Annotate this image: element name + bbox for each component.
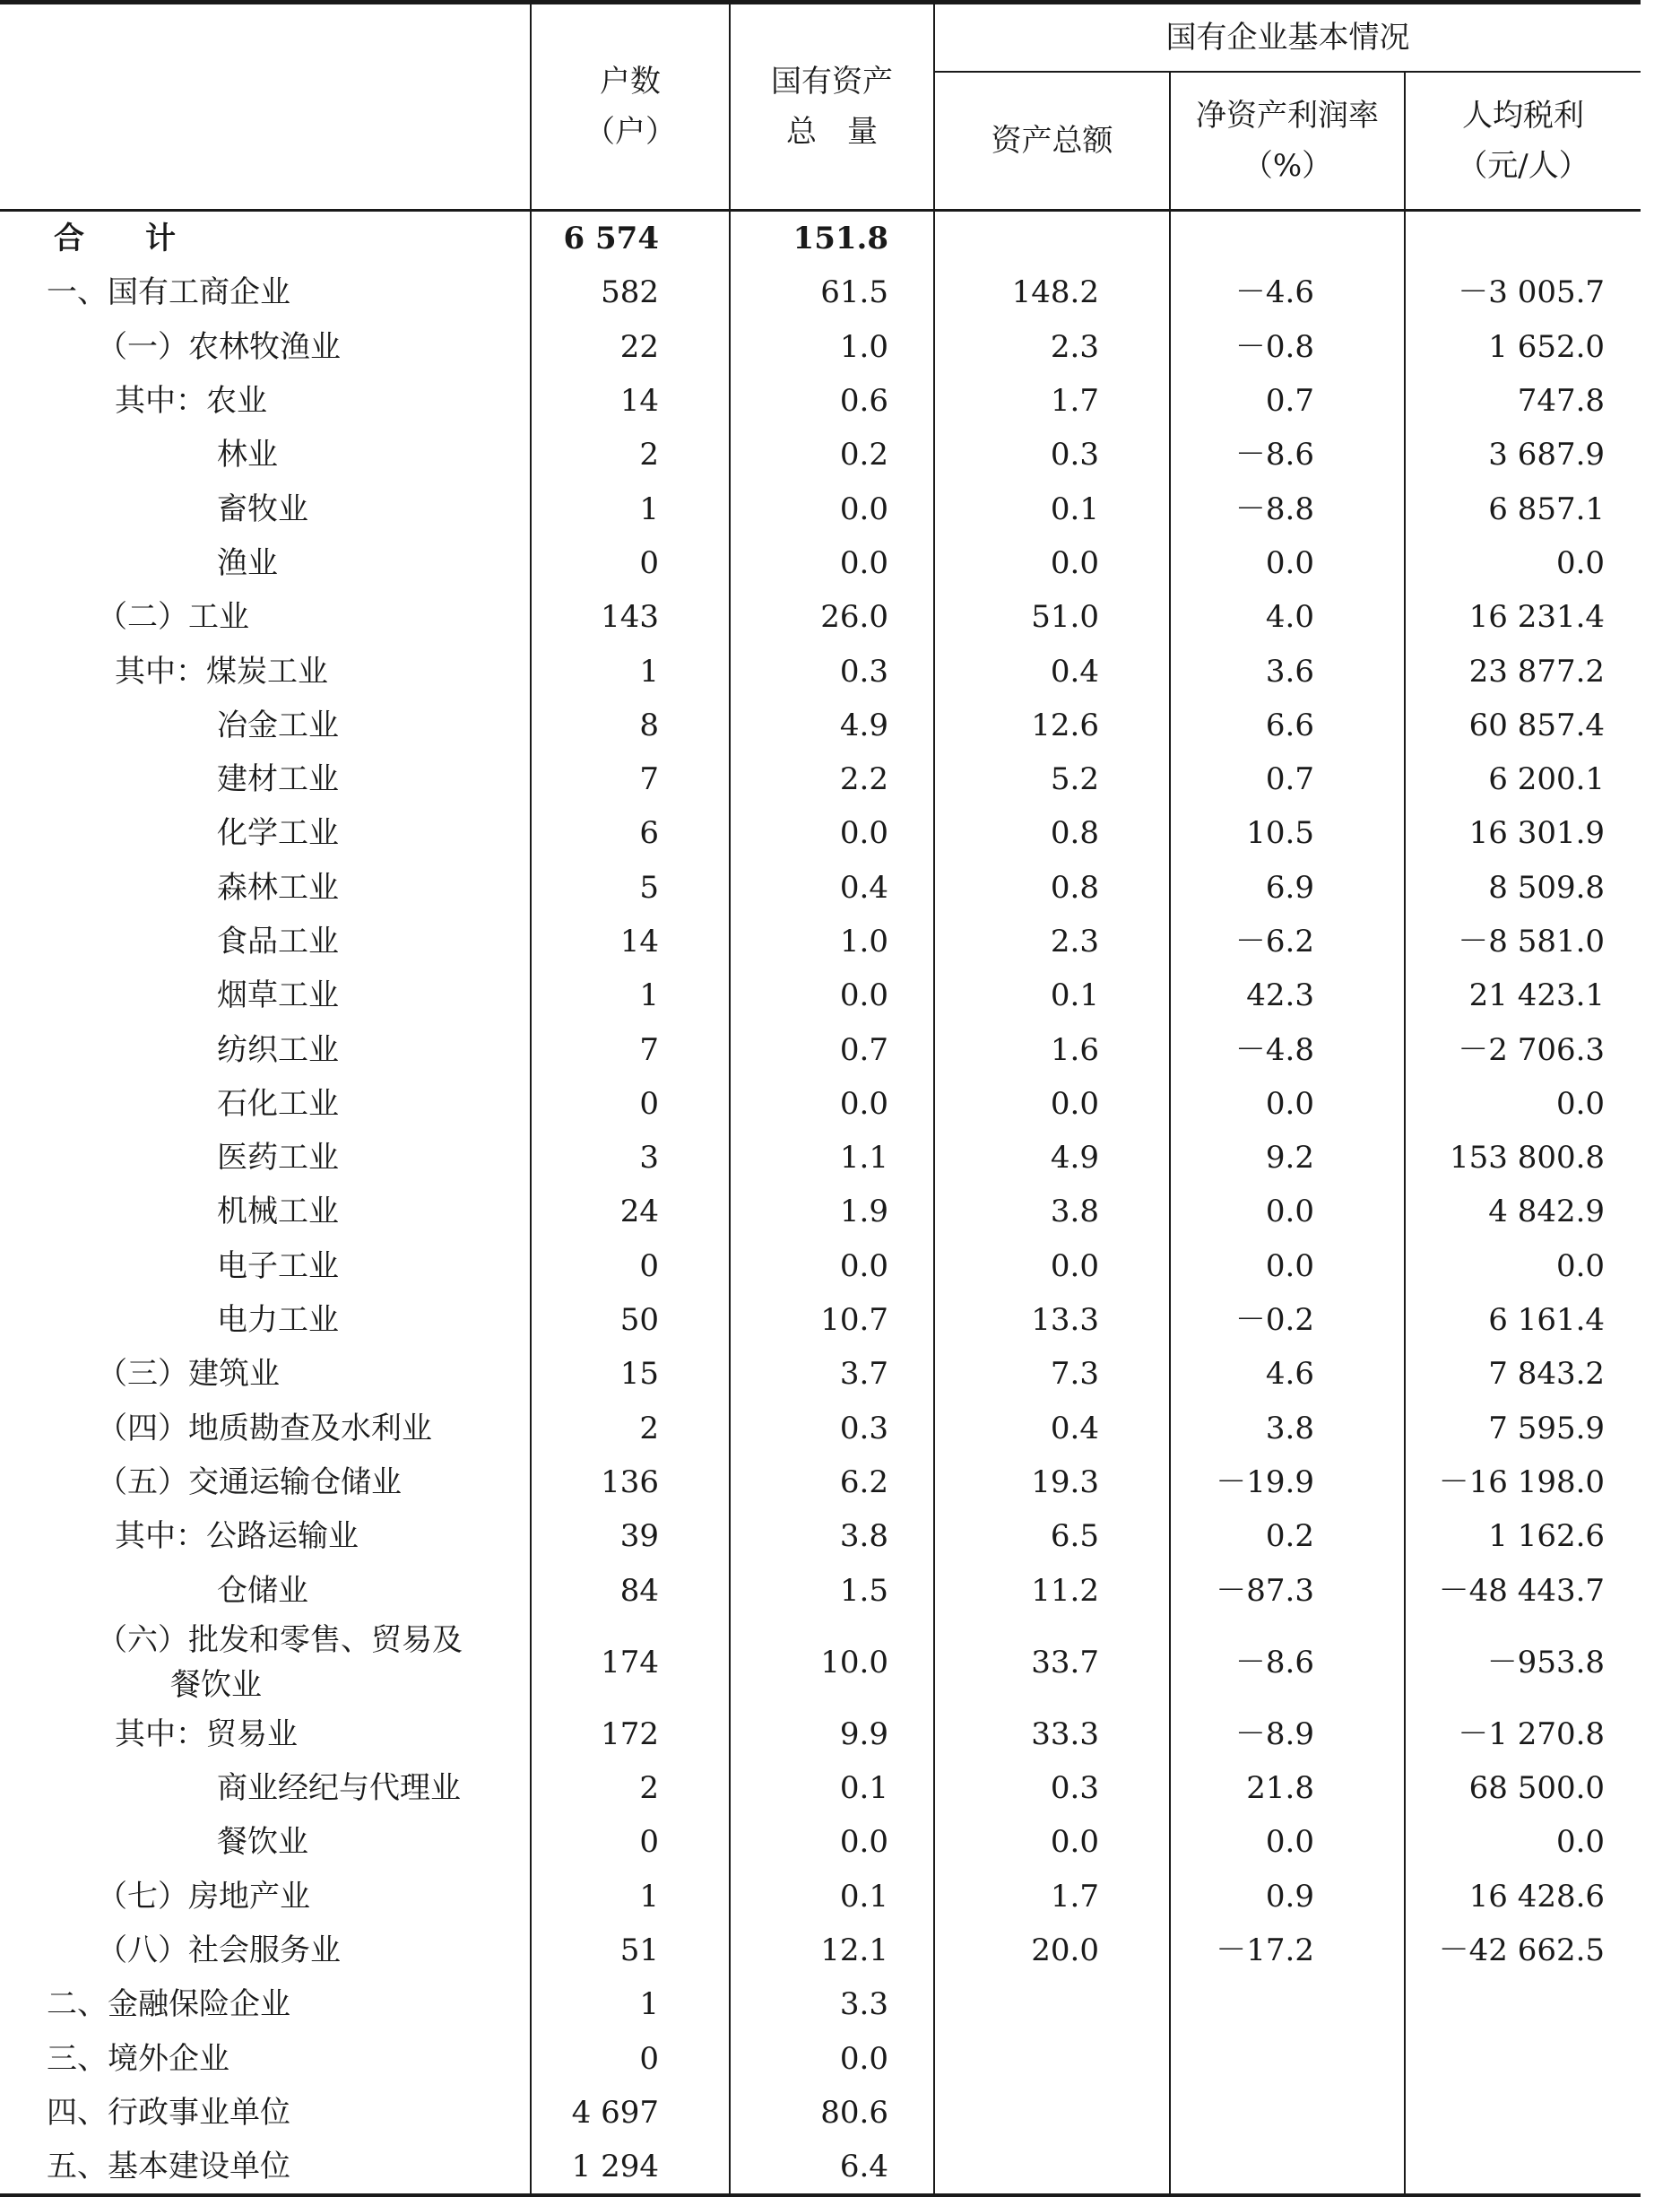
header-households-line1: 户数 bbox=[600, 64, 661, 100]
tax-profit-cell: －2 706.3 bbox=[1405, 1022, 1641, 1076]
total-assets-cell: 33.7 bbox=[934, 1618, 1170, 1707]
profit-rate-cell: －8.8 bbox=[1170, 482, 1405, 535]
table-row bbox=[0, 1815, 1641, 1869]
header-category bbox=[0, 3, 531, 211]
table-row bbox=[0, 968, 1641, 1022]
category-cell: （四）地质勘查及水利业 bbox=[97, 1410, 432, 1446]
profit-rate-cell: 0.9 bbox=[1170, 1870, 1405, 1923]
profit-rate-cell: －19.9 bbox=[1170, 1455, 1405, 1509]
table-row bbox=[0, 482, 1641, 535]
households-cell: 2 bbox=[531, 1402, 730, 1455]
state-assets-cell: 1.0 bbox=[730, 915, 934, 968]
total-assets-cell: 3.8 bbox=[934, 1185, 1170, 1238]
state-assets-cell: 1.9 bbox=[730, 1185, 934, 1238]
profit-rate-cell: 4.0 bbox=[1170, 590, 1405, 644]
profit-rate-cell: 6.9 bbox=[1170, 861, 1405, 915]
table-row bbox=[0, 1239, 1641, 1293]
state-assets-cell: 0.4 bbox=[730, 861, 934, 915]
category-cell: 其中：公路运输业 bbox=[115, 1518, 359, 1555]
state-assets-cell: 3.3 bbox=[730, 1977, 934, 2031]
households-cell: 1 bbox=[531, 968, 730, 1022]
households-cell: 7 bbox=[531, 1022, 730, 1076]
category-cell: 二、金融保险企业 bbox=[47, 1986, 290, 2023]
category-cell: 机械工业 bbox=[217, 1194, 339, 1230]
state-assets-cell: 0.7 bbox=[730, 1022, 934, 1076]
category-cell: 合 计 bbox=[54, 221, 176, 257]
tax-profit-cell: 747.8 bbox=[1405, 374, 1641, 428]
tax-profit-cell: －42 662.5 bbox=[1405, 1923, 1641, 1977]
state-assets-cell: 1.5 bbox=[730, 1563, 934, 1617]
tax-profit-cell: 1 652.0 bbox=[1405, 320, 1641, 374]
category-cell: 医药工业 bbox=[217, 1140, 339, 1177]
profit-rate-cell: 21.8 bbox=[1170, 1761, 1405, 1815]
tax-profit-cell bbox=[1405, 211, 1641, 266]
category-cell: （五）交通运输仓储业 bbox=[97, 1463, 402, 1500]
households-cell: 8 bbox=[531, 699, 730, 752]
category-cell: 森林工业 bbox=[217, 869, 339, 906]
state-assets-cell: 61.5 bbox=[730, 265, 934, 319]
state-assets-cell: 6.4 bbox=[730, 2140, 934, 2195]
households-cell: 51 bbox=[531, 1923, 730, 1977]
tax-profit-cell: 6 200.1 bbox=[1405, 752, 1641, 806]
table-row bbox=[0, 536, 1641, 590]
tax-profit-cell: 1 162.6 bbox=[1405, 1509, 1641, 1563]
state-assets-cell: 0.2 bbox=[730, 428, 934, 482]
tax-profit-cell bbox=[1405, 2032, 1641, 2086]
tax-profit-cell: 153 800.8 bbox=[1405, 1131, 1641, 1185]
households-cell: 50 bbox=[531, 1293, 730, 1347]
table-row bbox=[0, 320, 1641, 374]
table-row bbox=[0, 1077, 1641, 1131]
header-households-line2: （户） bbox=[585, 114, 676, 150]
total-assets-cell: 1.6 bbox=[934, 1022, 1170, 1076]
profit-rate-cell: 3.8 bbox=[1170, 1402, 1405, 1455]
total-assets-cell: 2.3 bbox=[934, 320, 1170, 374]
category-cell: （六）批发和零售、贸易及 餐饮业 bbox=[97, 1621, 463, 1703]
tax-profit-cell: 7 595.9 bbox=[1405, 1402, 1641, 1455]
households-cell: 172 bbox=[531, 1707, 730, 1761]
total-assets-cell: 4.9 bbox=[934, 1131, 1170, 1185]
header-state-assets-line1: 国有资产 bbox=[771, 64, 893, 100]
table-row bbox=[0, 1870, 1641, 1923]
table-row bbox=[0, 1402, 1641, 1455]
total-assets-cell: 20.0 bbox=[934, 1923, 1170, 1977]
profit-rate-cell: －8.6 bbox=[1170, 1618, 1405, 1707]
total-assets-cell: 11.2 bbox=[934, 1563, 1170, 1617]
total-assets-cell: 19.3 bbox=[934, 1455, 1170, 1509]
state-assets-cell: 80.6 bbox=[730, 2086, 934, 2140]
header-state-assets bbox=[730, 3, 934, 211]
table-row bbox=[0, 1923, 1641, 1977]
profit-rate-cell: －0.2 bbox=[1170, 1293, 1405, 1347]
category-cell: （三）建筑业 bbox=[97, 1356, 280, 1393]
total-assets-cell: 1.7 bbox=[934, 1870, 1170, 1923]
header-total-assets-line1: 资产总额 bbox=[991, 123, 1113, 159]
total-assets-cell: 0.8 bbox=[934, 861, 1170, 915]
header-tax-profit-line1: 人均税利 bbox=[1462, 98, 1585, 134]
total-assets-cell: 148.2 bbox=[934, 265, 1170, 319]
total-assets-cell: 6.5 bbox=[934, 1509, 1170, 1563]
state-assets-cell: 0.3 bbox=[730, 644, 934, 698]
profit-rate-cell bbox=[1170, 2032, 1405, 2086]
category-cell: （七）房地产业 bbox=[97, 1878, 310, 1915]
header-net-asset-profit-rate bbox=[1170, 72, 1405, 211]
households-cell: 0 bbox=[531, 1239, 730, 1293]
total-assets-cell: 2.3 bbox=[934, 915, 1170, 968]
profit-rate-cell bbox=[1170, 1977, 1405, 2031]
category-cell: 渔业 bbox=[217, 544, 278, 581]
total-assets-cell bbox=[934, 1977, 1170, 2031]
state-assets-cell: 0.0 bbox=[730, 1239, 934, 1293]
total-assets-cell: 7.3 bbox=[934, 1347, 1170, 1401]
profit-rate-cell: －17.2 bbox=[1170, 1923, 1405, 1977]
tax-profit-cell: 6 857.1 bbox=[1405, 482, 1641, 535]
profit-rate-cell: 0.0 bbox=[1170, 1239, 1405, 1293]
state-assets-cell: 0.0 bbox=[730, 482, 934, 535]
profit-rate-cell: －4.6 bbox=[1170, 265, 1405, 319]
tax-profit-cell: 7 843.2 bbox=[1405, 1347, 1641, 1401]
tax-profit-cell: 16 301.9 bbox=[1405, 806, 1641, 860]
table-row bbox=[0, 1022, 1641, 1076]
profit-rate-cell: 0.0 bbox=[1170, 1815, 1405, 1869]
table-row bbox=[0, 428, 1641, 482]
total-assets-cell: 0.1 bbox=[934, 482, 1170, 535]
category-cell: 冶金工业 bbox=[217, 707, 339, 743]
tax-profit-cell: 16 428.6 bbox=[1405, 1870, 1641, 1923]
table-row bbox=[0, 1563, 1641, 1617]
profit-rate-cell: 0.7 bbox=[1170, 752, 1405, 806]
table-row bbox=[0, 211, 1641, 266]
table-row bbox=[0, 806, 1641, 860]
tax-profit-cell: －3 005.7 bbox=[1405, 265, 1641, 319]
category-cell: 仓储业 bbox=[217, 1572, 308, 1609]
table-header bbox=[0, 3, 1641, 211]
state-assets-cell: 0.0 bbox=[730, 536, 934, 590]
profit-rate-cell: －6.2 bbox=[1170, 915, 1405, 968]
households-cell: 5 bbox=[531, 861, 730, 915]
total-assets-cell: 1.7 bbox=[934, 374, 1170, 428]
tax-profit-cell: －8 581.0 bbox=[1405, 915, 1641, 968]
total-assets-cell: 0.4 bbox=[934, 1402, 1170, 1455]
state-assets-cell: 10.0 bbox=[730, 1618, 934, 1707]
state-assets-cell: 3.8 bbox=[730, 1509, 934, 1563]
state-assets-cell: 0.0 bbox=[730, 1815, 934, 1869]
tax-profit-cell bbox=[1405, 1977, 1641, 2031]
households-cell: 22 bbox=[531, 320, 730, 374]
category-cell: 化学工业 bbox=[217, 815, 339, 852]
households-cell: 143 bbox=[531, 590, 730, 644]
tax-profit-cell: 68 500.0 bbox=[1405, 1761, 1641, 1815]
households-cell: 84 bbox=[531, 1563, 730, 1617]
category-cell: 纺织工业 bbox=[217, 1031, 339, 1068]
households-cell: 1 294 bbox=[531, 2140, 730, 2195]
tax-profit-cell: 6 161.4 bbox=[1405, 1293, 1641, 1347]
table-row bbox=[0, 644, 1641, 698]
header-tax-profit-line2: （元/人） bbox=[1457, 148, 1589, 184]
state-assets-cell: 3.7 bbox=[730, 1347, 934, 1401]
profit-rate-cell: 4.6 bbox=[1170, 1347, 1405, 1401]
category-cell: 电力工业 bbox=[217, 1302, 339, 1339]
total-assets-cell: 33.3 bbox=[934, 1707, 1170, 1761]
state-assets-cell: 2.2 bbox=[730, 752, 934, 806]
state-assets-cell: 0.1 bbox=[730, 1870, 934, 1923]
table-row bbox=[0, 1707, 1641, 1761]
total-assets-cell: 0.0 bbox=[934, 1077, 1170, 1131]
table-row bbox=[0, 590, 1641, 644]
total-assets-cell: 0.8 bbox=[934, 806, 1170, 860]
profit-rate-cell: 0.0 bbox=[1170, 536, 1405, 590]
tax-profit-cell: 4 842.9 bbox=[1405, 1185, 1641, 1238]
category-cell: 五、基本建设单位 bbox=[0, 2140, 531, 2195]
state-assets-cell: 26.0 bbox=[730, 590, 934, 644]
tax-profit-cell: 0.0 bbox=[1405, 1077, 1641, 1131]
table-body bbox=[0, 211, 1641, 2196]
header-state-assets-line2: 总 量 bbox=[786, 114, 878, 150]
households-cell: 0 bbox=[531, 2032, 730, 2086]
table-row bbox=[0, 1293, 1641, 1347]
category-cell: 三、境外企业 bbox=[47, 2040, 229, 2077]
households-cell: 4 697 bbox=[531, 2086, 730, 2140]
table-row bbox=[0, 861, 1641, 915]
category-cell: （二）工业 bbox=[97, 599, 249, 636]
tax-profit-cell: 3 687.9 bbox=[1405, 428, 1641, 482]
profit-rate-cell: 0.2 bbox=[1170, 1509, 1405, 1563]
table-row bbox=[0, 1455, 1641, 1509]
state-assets-cell: 9.9 bbox=[730, 1707, 934, 1761]
households-cell: 1 bbox=[531, 644, 730, 698]
category-cell: 其中：贸易业 bbox=[115, 1715, 298, 1752]
header-group: 国有企业基本情况 bbox=[934, 3, 1641, 73]
profit-rate-cell: 6.6 bbox=[1170, 699, 1405, 752]
tax-profit-cell bbox=[1405, 2140, 1641, 2195]
category-cell: 商业经纪与代理业 bbox=[217, 1770, 461, 1807]
table-row bbox=[0, 265, 1641, 319]
tax-profit-cell: 0.0 bbox=[1405, 1815, 1641, 1869]
state-assets-cell: 0.0 bbox=[730, 2032, 934, 2086]
category-cell: 一、国有工商企业 bbox=[47, 274, 290, 311]
households-cell: 15 bbox=[531, 1347, 730, 1401]
households-cell: 1 bbox=[531, 482, 730, 535]
tax-profit-cell: 60 857.4 bbox=[1405, 699, 1641, 752]
category-cell: （八）社会服务业 bbox=[97, 1932, 341, 1969]
tax-profit-cell: 23 877.2 bbox=[1405, 644, 1641, 698]
state-assets-cell: 151.8 bbox=[730, 211, 934, 266]
total-assets-cell: 0.4 bbox=[934, 644, 1170, 698]
households-cell: 3 bbox=[531, 1131, 730, 1185]
state-assets-cell: 0.0 bbox=[730, 968, 934, 1022]
total-assets-cell bbox=[934, 2140, 1170, 2195]
households-cell: 24 bbox=[531, 1185, 730, 1238]
total-assets-cell bbox=[934, 211, 1170, 266]
state-assets-cell: 10.7 bbox=[730, 1293, 934, 1347]
state-assets-cell: 6.2 bbox=[730, 1455, 934, 1509]
profit-rate-cell: －8.9 bbox=[1170, 1707, 1405, 1761]
profit-rate-cell: 0.0 bbox=[1170, 1185, 1405, 1238]
profit-rate-cell: 3.6 bbox=[1170, 644, 1405, 698]
state-assets-cell: 0.0 bbox=[730, 806, 934, 860]
households-cell: 6 574 bbox=[531, 211, 730, 266]
households-cell: 1 bbox=[531, 1870, 730, 1923]
header-households bbox=[531, 3, 730, 211]
total-assets-cell: 5.2 bbox=[934, 752, 1170, 806]
state-assets-cell: 4.9 bbox=[730, 699, 934, 752]
table-row bbox=[0, 2140, 1641, 2195]
category-cell: 电子工业 bbox=[217, 1247, 339, 1284]
table-row bbox=[0, 1977, 1641, 2031]
profit-rate-cell: －87.3 bbox=[1170, 1563, 1405, 1617]
households-cell: 1 bbox=[531, 1977, 730, 2031]
total-assets-cell: 12.6 bbox=[934, 699, 1170, 752]
category-cell: （一）农林牧渔业 bbox=[97, 328, 341, 365]
profit-rate-cell: －8.6 bbox=[1170, 428, 1405, 482]
table-row bbox=[0, 1131, 1641, 1185]
table-row bbox=[0, 752, 1641, 806]
tax-profit-cell: 21 423.1 bbox=[1405, 968, 1641, 1022]
header-profit-rate-line1: 净资产利润率 bbox=[1196, 98, 1379, 134]
total-assets-cell: 0.0 bbox=[934, 1815, 1170, 1869]
households-cell: 6 bbox=[531, 806, 730, 860]
category-cell: 石化工业 bbox=[217, 1085, 339, 1122]
header-total-assets bbox=[934, 72, 1170, 211]
state-assets-cell: 0.1 bbox=[730, 1761, 934, 1815]
state-assets-cell: 12.1 bbox=[730, 1923, 934, 1977]
profit-rate-cell: 0.7 bbox=[1170, 374, 1405, 428]
category-cell: 四、行政事业单位 bbox=[47, 2094, 290, 2131]
state-assets-cell: 1.0 bbox=[730, 320, 934, 374]
households-cell: 136 bbox=[531, 1455, 730, 1509]
profit-rate-cell bbox=[1170, 211, 1405, 266]
tax-profit-cell: 8 509.8 bbox=[1405, 861, 1641, 915]
tax-profit-cell: －953.8 bbox=[1405, 1618, 1641, 1707]
table-row bbox=[0, 1509, 1641, 1563]
category-cell: 其中：煤炭工业 bbox=[115, 653, 328, 690]
category-cell: 烟草工业 bbox=[217, 977, 339, 1014]
profit-rate-cell: 0.0 bbox=[1170, 1077, 1405, 1131]
profit-rate-cell: 9.2 bbox=[1170, 1131, 1405, 1185]
profit-rate-cell: 10.5 bbox=[1170, 806, 1405, 860]
table-row bbox=[0, 915, 1641, 968]
header-per-capita-tax-profit bbox=[1405, 72, 1641, 211]
households-cell: 2 bbox=[531, 1761, 730, 1815]
tax-profit-cell: 0.0 bbox=[1405, 536, 1641, 590]
profit-rate-cell: －0.8 bbox=[1170, 320, 1405, 374]
category-cell: 其中：农业 bbox=[115, 383, 267, 420]
table-row bbox=[0, 1761, 1641, 1815]
category-cell: 食品工业 bbox=[217, 924, 339, 960]
households-cell: 582 bbox=[531, 265, 730, 319]
state-assets-cell: 0.0 bbox=[730, 1077, 934, 1131]
table-row bbox=[0, 1347, 1641, 1401]
table-row bbox=[0, 699, 1641, 752]
category-cell: 餐饮业 bbox=[217, 1824, 308, 1861]
tax-profit-cell bbox=[1405, 2086, 1641, 2140]
total-assets-cell: 0.0 bbox=[934, 536, 1170, 590]
households-cell: 0 bbox=[531, 536, 730, 590]
profit-rate-cell bbox=[1170, 2140, 1405, 2195]
households-cell: 0 bbox=[531, 1077, 730, 1131]
total-assets-cell bbox=[934, 2032, 1170, 2086]
tax-profit-cell: －1 270.8 bbox=[1405, 1707, 1641, 1761]
state-assets-cell: 0.3 bbox=[730, 1402, 934, 1455]
households-cell: 14 bbox=[531, 915, 730, 968]
total-assets-cell bbox=[934, 2086, 1170, 2140]
profit-rate-cell: 42.3 bbox=[1170, 968, 1405, 1022]
total-assets-cell: 0.3 bbox=[934, 428, 1170, 482]
total-assets-cell: 0.1 bbox=[934, 968, 1170, 1022]
table-row bbox=[0, 2086, 1641, 2140]
households-cell: 7 bbox=[531, 752, 730, 806]
tax-profit-cell: －16 198.0 bbox=[1405, 1455, 1641, 1509]
total-assets-cell: 0.0 bbox=[934, 1239, 1170, 1293]
total-assets-cell: 13.3 bbox=[934, 1293, 1170, 1347]
households-cell: 2 bbox=[531, 428, 730, 482]
category-cell: 畜牧业 bbox=[217, 491, 308, 527]
state-assets-cell: 0.6 bbox=[730, 374, 934, 428]
profit-rate-cell bbox=[1170, 2086, 1405, 2140]
households-cell: 14 bbox=[531, 374, 730, 428]
table-row bbox=[0, 1185, 1641, 1238]
category-cell: 建材工业 bbox=[217, 761, 339, 798]
households-cell: 0 bbox=[531, 1815, 730, 1869]
table-row bbox=[0, 1618, 1641, 1707]
households-cell: 174 bbox=[531, 1618, 730, 1707]
header-profit-rate-line2: （%） bbox=[1242, 148, 1333, 184]
tax-profit-cell: －48 443.7 bbox=[1405, 1563, 1641, 1617]
tax-profit-cell: 0.0 bbox=[1405, 1239, 1641, 1293]
profit-rate-cell: －4.8 bbox=[1170, 1022, 1405, 1076]
tax-profit-cell: 16 231.4 bbox=[1405, 590, 1641, 644]
category-cell: 林业 bbox=[217, 437, 278, 473]
total-assets-cell: 51.0 bbox=[934, 590, 1170, 644]
table-row bbox=[0, 2032, 1641, 2086]
total-assets-cell: 0.3 bbox=[934, 1761, 1170, 1815]
state-assets-cell: 1.1 bbox=[730, 1131, 934, 1185]
table-row bbox=[0, 374, 1641, 428]
households-cell: 39 bbox=[531, 1509, 730, 1563]
